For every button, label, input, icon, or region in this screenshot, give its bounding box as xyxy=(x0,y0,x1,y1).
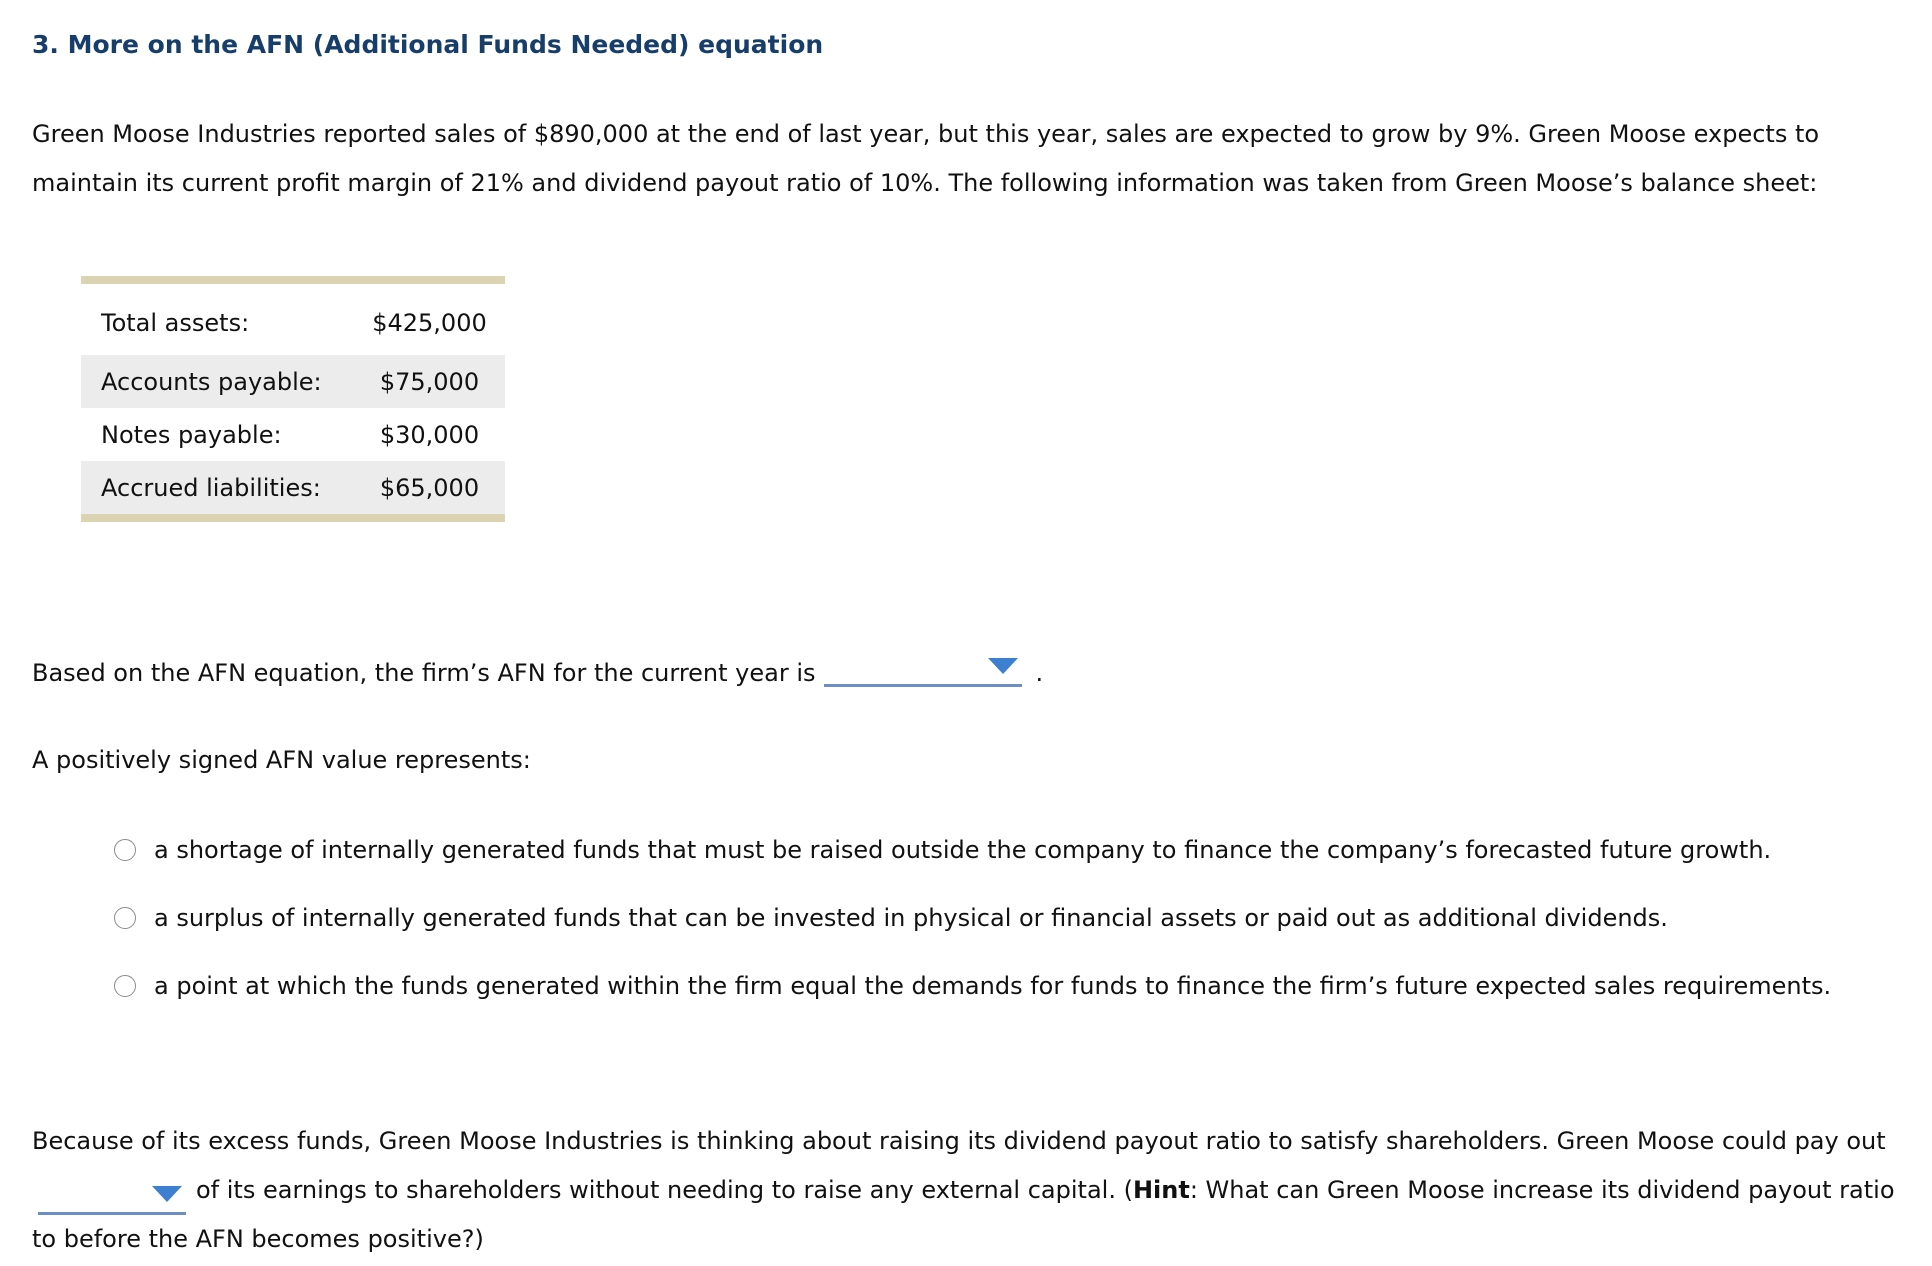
table-row xyxy=(81,461,505,518)
radio-unchecked-icon[interactable] xyxy=(114,839,136,861)
radio-option-label: a shortage of internally generated funds that must be raised outside the company to finance the company’s forecasted future growth. xyxy=(154,836,1772,864)
payout-question-text-2: of its earnings to shareholders without needing to raise any external capital. ( xyxy=(196,1176,1133,1204)
payout-ratio-dropdown[interactable] xyxy=(38,1176,186,1215)
problem-intro: Green Moose Industries reported sales of $890,000 at the end of last year, but this year, sales are expected to grow by 9%. Green Moose expects to maintain its current profit margin of 21% and dividend payout ratio of 10%. The following information was taken from Green Moose’s balance sheet: xyxy=(32,120,1820,197)
row-value: $30,000 xyxy=(379,420,480,449)
row-value: $65,000 xyxy=(362,461,505,518)
afn-question xyxy=(32,648,1043,687)
row-label: Accounts payable: xyxy=(81,355,362,408)
table-row xyxy=(81,408,505,461)
payout-question xyxy=(32,1117,1912,1264)
radio-option[interactable] xyxy=(114,962,1894,1011)
row-value: $425,000 xyxy=(372,308,487,337)
afn-question-text: Based on the AFN equation, the firm’s AFN for the current year is xyxy=(32,659,816,687)
hint-label: Hint xyxy=(1132,1176,1190,1204)
balance-sheet-table xyxy=(81,276,505,522)
payout-question-text: Because of its excess funds, Green Moose Industries is thinking about raising its dividend payout ratio to satisfy shareholders. Green Moose could pay out xyxy=(32,1127,1886,1155)
radio-option[interactable] xyxy=(114,894,1894,943)
afn-value-dropdown[interactable] xyxy=(824,648,1022,687)
afn-meaning-prompt: A positively signed AFN value represents: xyxy=(32,746,531,774)
row-label: Accrued liabilities: xyxy=(81,461,362,518)
radio-unchecked-icon[interactable] xyxy=(114,975,136,997)
radio-unchecked-icon[interactable] xyxy=(114,907,136,929)
hint-text: : What can Green Moose increase its dividend payout ratio to before the AFN becomes positive?) xyxy=(32,1176,1895,1253)
radio-option[interactable] xyxy=(114,826,1894,875)
table-row xyxy=(81,355,505,408)
radio-option-label: a surplus of internally generated funds that can be invested in physical or financial assets or paid out as additional dividends. xyxy=(154,904,1668,932)
sentence-period: . xyxy=(1035,659,1044,687)
caret-down-icon xyxy=(152,1186,182,1202)
caret-down-icon xyxy=(988,658,1018,674)
radio-option-label: a point at which the funds generated within the firm equal the demands for funds to finance the firm’s future expected sales requirements. xyxy=(154,972,1832,1000)
row-label: Total assets: xyxy=(101,308,250,337)
table-row xyxy=(81,280,505,355)
row-label: Notes payable: xyxy=(101,420,282,449)
row-value: $75,000 xyxy=(362,355,505,408)
question-heading: 3. More on the AFN (Additional Funds Needed) equation xyxy=(32,30,824,59)
afn-meaning-options xyxy=(114,826,1894,1030)
